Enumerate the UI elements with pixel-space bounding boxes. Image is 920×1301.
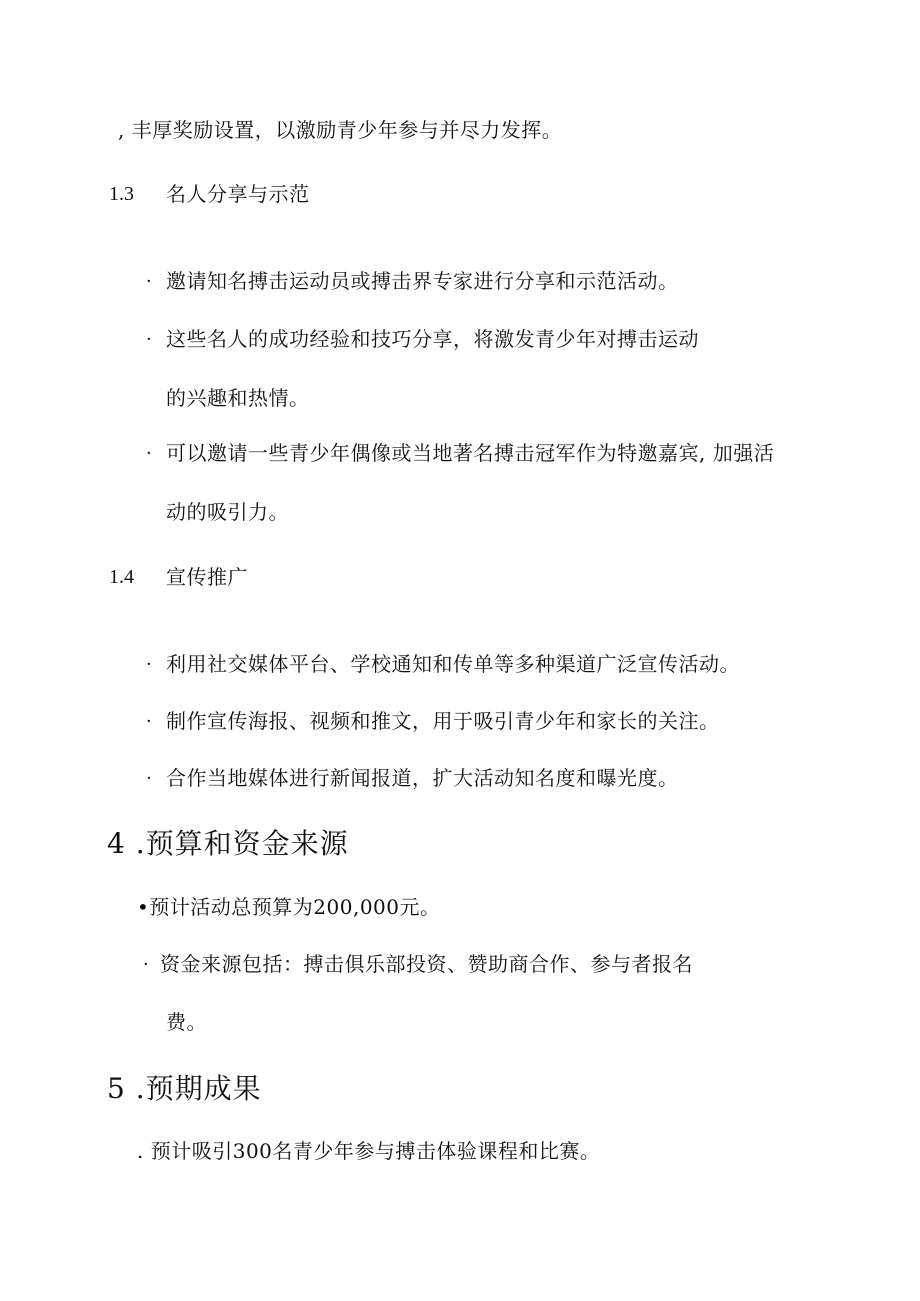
bullet-4-1: •预计活动总预算为200,000元。 xyxy=(137,895,441,919)
bullet-1-4-3: 合作当地媒体进行新闻报道，扩大活动知名度和曝光度。 xyxy=(166,766,679,790)
bullet-1-3-2-line1: 这些名人的成功经验和技巧分享，将激发青少年对搏击运动 xyxy=(166,327,699,351)
bullet-4-2-line1: 资金来源包括：搏击俱乐部投资、赞助商合作、参与者报名 xyxy=(160,952,693,976)
section-title-1-4: 宣传推广 xyxy=(166,565,248,589)
bullet-marker: · xyxy=(143,954,149,975)
bullet-1-3-3-line1: 可以邀请一些青少年偶像或当地著名搏击冠军作为特邀嘉宾, 加强活 xyxy=(166,441,775,465)
bullet-marker: · xyxy=(146,443,152,464)
bullet-marker: · xyxy=(146,654,152,675)
bullet-1-4-1: 利用社交媒体平台、学校通知和传单等多种渠道广泛宣传活动。 xyxy=(166,652,740,676)
bullet-marker: · xyxy=(146,271,152,292)
bullet-4-2-line2: 费。 xyxy=(166,1010,207,1034)
bullet-1-4-2: 制作宣传海报、视频和推文，用于吸引青少年和家长的关注。 xyxy=(166,709,720,733)
bullet-marker: · xyxy=(146,329,152,350)
section-heading-4: 4 .预算和资金来源 xyxy=(107,827,349,860)
bullet-marker: · xyxy=(146,711,152,732)
bullet-1-3-2-line2: 的兴趣和热情。 xyxy=(166,386,310,410)
section-title-1-3: 名人分享与示范 xyxy=(166,182,310,206)
bullet-1-3-3-line2: 动的吸引力。 xyxy=(166,500,289,524)
section-heading-5: 5 .预期成果 xyxy=(107,1072,262,1105)
bullet-1-3-1: 邀请知名搏击运动员或搏击界专家进行分享和示范活动。 xyxy=(166,269,679,293)
bullet-5-1: . 预计吸引300名青少年参与搏击体验课程和比赛。 xyxy=(137,1139,601,1163)
section-number-1-3: 1.3 xyxy=(109,183,134,205)
bullet-marker: · xyxy=(146,768,152,789)
intro-line: , 丰厚奖励设置，以激励青少年参与并尽力发挥。 xyxy=(118,118,563,142)
section-number-1-4: 1.4 xyxy=(109,566,134,588)
